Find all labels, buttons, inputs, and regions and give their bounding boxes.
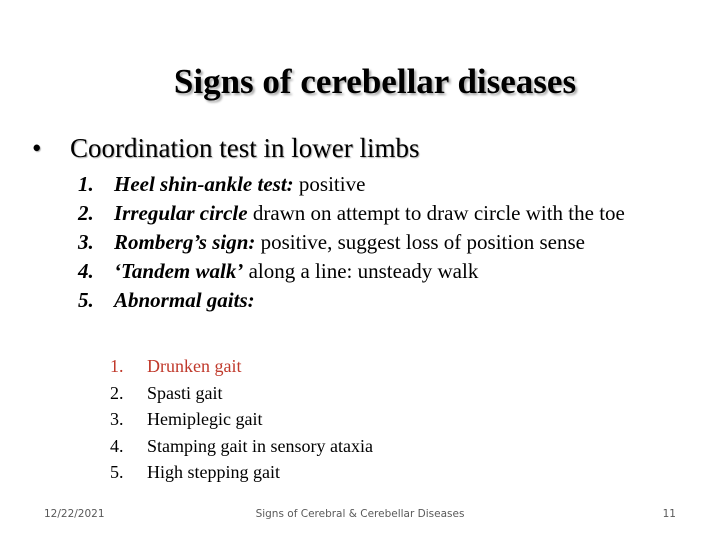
gait-item-text: Drunken gait bbox=[147, 356, 242, 376]
list-item bbox=[78, 286, 678, 315]
list-item-number: 5. bbox=[78, 288, 94, 312]
gait-item-number: 3. bbox=[110, 409, 124, 429]
gait-item bbox=[110, 406, 373, 433]
main-bullet-text: Coordination test in lower limbs bbox=[70, 133, 420, 163]
gait-item-number: 1. bbox=[110, 356, 124, 376]
main-bullet bbox=[32, 133, 419, 164]
gait-item-text: Spasti gait bbox=[147, 382, 223, 403]
list-item-term: Abnormal gaits: bbox=[114, 288, 255, 312]
footer-title: Signs of Cerebral & Cerebellar Diseases bbox=[255, 508, 465, 520]
bullet-icon: • bbox=[32, 133, 42, 163]
list-item-number: 3. bbox=[78, 230, 94, 254]
list-item-term: ‘Tandem walk’ bbox=[114, 259, 244, 283]
gait-item-number: 4. bbox=[110, 435, 124, 456]
list-item-text: positive bbox=[293, 172, 366, 196]
gait-item-text: Stamping gait in sensory ataxia bbox=[147, 435, 373, 456]
gait-item bbox=[110, 353, 373, 380]
list-item-text: positive, suggest loss of position sense bbox=[255, 230, 585, 254]
gait-item bbox=[110, 433, 373, 460]
gait-item-text: Hemiplegic gait bbox=[147, 409, 263, 429]
coordination-test-list bbox=[78, 170, 678, 315]
slide-title: Signs of cerebellar diseases bbox=[173, 62, 577, 101]
list-item bbox=[78, 199, 678, 228]
list-item bbox=[78, 228, 678, 257]
list-item-number: 1. bbox=[78, 172, 94, 196]
list-item bbox=[78, 170, 678, 199]
gait-item-text: High stepping gait bbox=[147, 462, 280, 482]
page-number: 11 bbox=[662, 508, 676, 520]
gait-item-number: 2. bbox=[110, 382, 124, 403]
gait-item bbox=[110, 459, 373, 486]
list-item-text: along a line: unsteady walk bbox=[243, 259, 479, 283]
list-item-number: 4. bbox=[78, 259, 94, 283]
list-item-term: Irregular circle bbox=[114, 201, 248, 225]
list-item-number: 2. bbox=[78, 201, 94, 225]
abnormal-gaits-list bbox=[110, 353, 373, 486]
gait-item bbox=[110, 380, 373, 407]
list-item bbox=[78, 257, 678, 286]
footer-date: 12/22/2021 bbox=[44, 508, 105, 520]
list-item-text: drawn on attempt to draw circle with the toe bbox=[247, 201, 625, 225]
list-item-term: Heel shin-ankle test: bbox=[114, 172, 294, 196]
list-item-term: Romberg’s sign: bbox=[114, 230, 256, 254]
gait-item-number: 5. bbox=[110, 462, 124, 482]
